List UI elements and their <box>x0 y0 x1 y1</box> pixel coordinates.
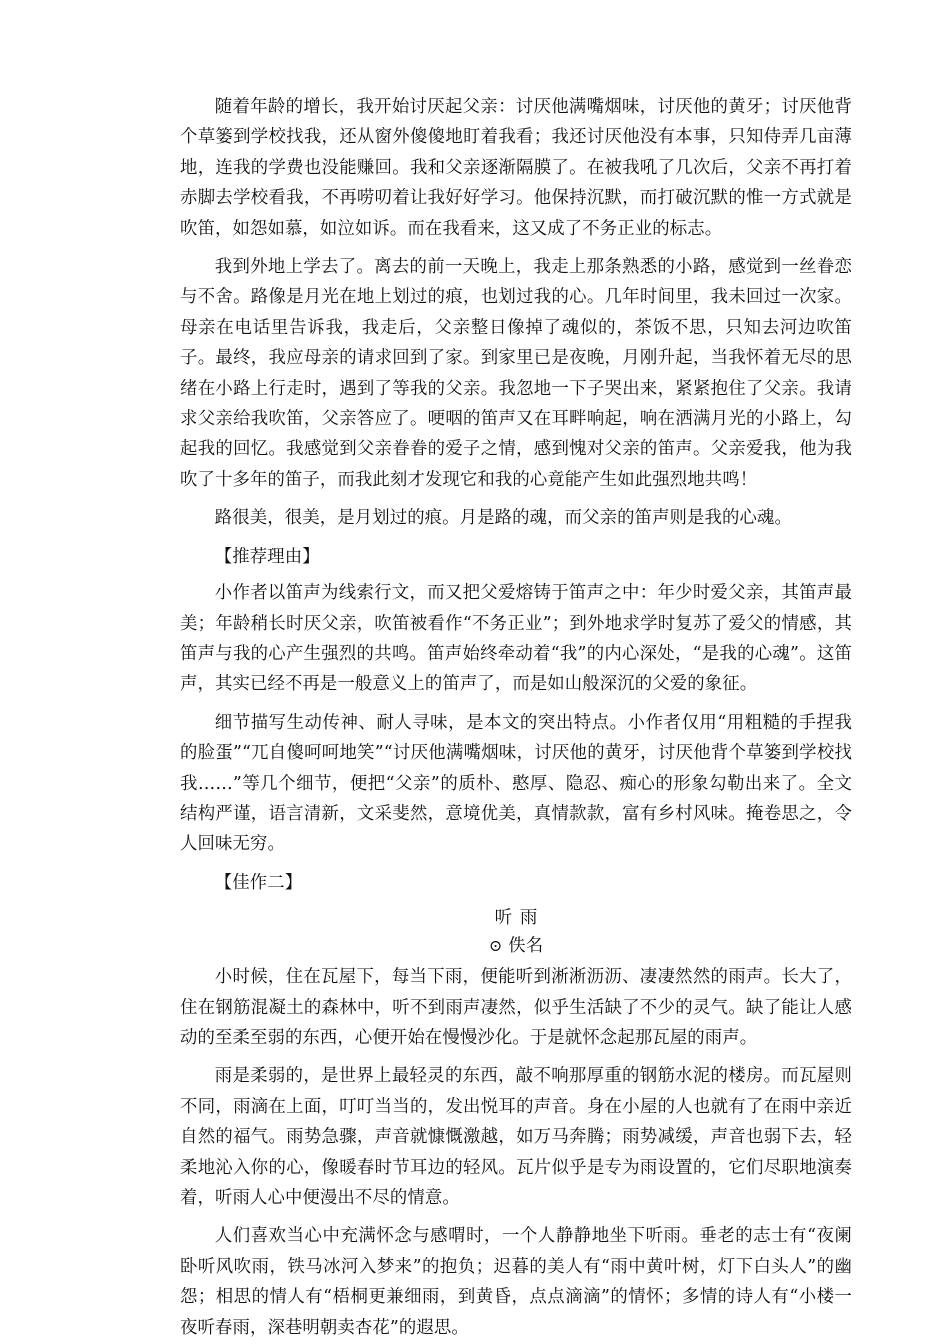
essay-title: 听雨 <box>494 908 546 929</box>
essay-byline <box>180 932 852 960</box>
essay-author: 佚名 <box>508 936 544 957</box>
circle-dot-icon: ⊙ <box>488 936 503 956</box>
section-heading-work2: 【佳作二】 <box>214 872 303 893</box>
paragraph-dislike-father: 随着年龄的增长，我开始讨厌起父亲：讨厌他满嘴烟味，讨厌他的黄牙；讨厌他背个草篓到学校找我，还从窗外傻傻地盯着我看；我还讨厌他没有本事，只知侍弄几亩薄地，连我的学费也没能赚回。我和父亲逐渐隔膜了。在被我吼了几次后，父亲不再打着赤脚去学校看我，不再唠叨着让我好好学习。他保持沉默，而打破沉默的惟一方式就是吹笛，如怨如慕，如泣如诉。而在我看来，这又成了不务正业的标志。 <box>180 97 852 239</box>
paragraph-childhood-rain: 小时候，住在瓦屋下，每当下雨，便能听到淅淅沥沥、凄凄然然的雨声。长大了，住在钢筋混凝土的森林中，听不到雨声凄然，似乎生活缺了不少的灵气。缺了能让人感动的至柔至弱的东西，心便开始在慢慢沙化。于是就怀念起那瓦屋的雨声。 <box>180 967 852 1048</box>
paragraph-recommend-details: 细节描写生动传神、耐人寻味，是本文的突出特点。小作者仅用“用粗糙的手捏我的脸蛋”“兀自傻呵呵地笑”“讨厌他满嘴烟味，讨厌他的黄牙，讨厌他背个草篓到学校找我……”等几个细节，便把“父亲”的质朴、憨厚、隐忍、痴心的形象勾勒出来了。全文结构严谨，语言清新，文采斐然，意境优美，真情款款，富有乡村风味。掩卷思之，令人回味无穷。 <box>180 712 852 855</box>
paragraph-recommend-flute: 小作者以笛声为线索行文，而又把父爱熔铸于笛声之中：年少时爱父亲，其笛声最美；年龄稍长时厌父亲，吹笛被看作“不务正业”；到外地求学时复苏了爱父的情感，其笛声与我的心产生强烈的共鸣。笛声始终牵动着“我”的内心深处，“是我的心魂”。这笛声，其实已经不再是一般意义上的笛声了，而是如山般深沉的父爱的象征。 <box>180 583 852 695</box>
paragraph-leaving-home: 我到外地上学去了。离去的前一天晚上，我走上那条熟悉的小路，感觉到一丝眷恋与不舍。路像是月光在地上划过的痕，也划过我的心。几年时间里，我未回过一次家。母亲在电话里告诉我，我走后，父亲整日像掉了魂似的，茶饭不思，只知去河边吹笛子。最终，我应母亲的请求回到了家。到家里已是夜晚，月刚升起，当我怀着无尽的思绪在小路上行走时，遇到了等我的父亲。我忽地一下子哭出来，紧紧抱住了父亲。我请求父亲给我吹笛，父亲答应了。哽咽的笛声又在耳畔响起，响在洒满月光的小路上，勾起我的回忆。我感觉到父亲眷眷的爱子之情，感到愧对父亲的笛声。父亲爱我，他为我吹了十多年的笛子，而我此刻才发现它和我的心竟能产生如此强烈地共鸣！ <box>180 257 852 490</box>
paragraph-rain-on-tiles: 雨是柔弱的，是世界上最轻灵的东西，敲不响那厚重的钢筋水泥的楼房。而瓦屋则不同，雨滴在上面，叮叮当当的，发出悦耳的声音。身在小屋的人也就有了在雨中亲近自然的福气。雨势急骤，声音就慷慨激越，如万马奔腾；雨势减缓，声音也弱下去，轻柔地沁入你的心，像暖春时节耳边的轻风。瓦片似乎是专为雨设置的，它们尽职地演奏着，听雨人心中便漫出不尽的情意。 <box>180 1066 852 1208</box>
essay-title-block <box>180 904 852 960</box>
paragraph-road-moon: 路很美，很美，是月划过的痕。月是路的魂，而父亲的笛声则是我的心魂。 <box>214 508 792 529</box>
section-heading-recommend: 【推荐理由】 <box>214 546 320 567</box>
paragraph-listening-rain: 人们喜欢当心中充满怀念与感喟时，一个人静静地坐下听雨。垂老的志士有“夜阑卧听风吹雨，铁马冰河入梦来”的抱负；迟暮的美人有“雨中黄叶树，灯下白头人”的幽怨；相思的情人有“梧桐更兼细雨，到黄昏，点点滴滴”的情怀；多情的诗人有“小楼一夜听春雨，深巷明朝卖杏花”的遐思。 <box>180 1226 852 1338</box>
document-body <box>180 92 852 1343</box>
